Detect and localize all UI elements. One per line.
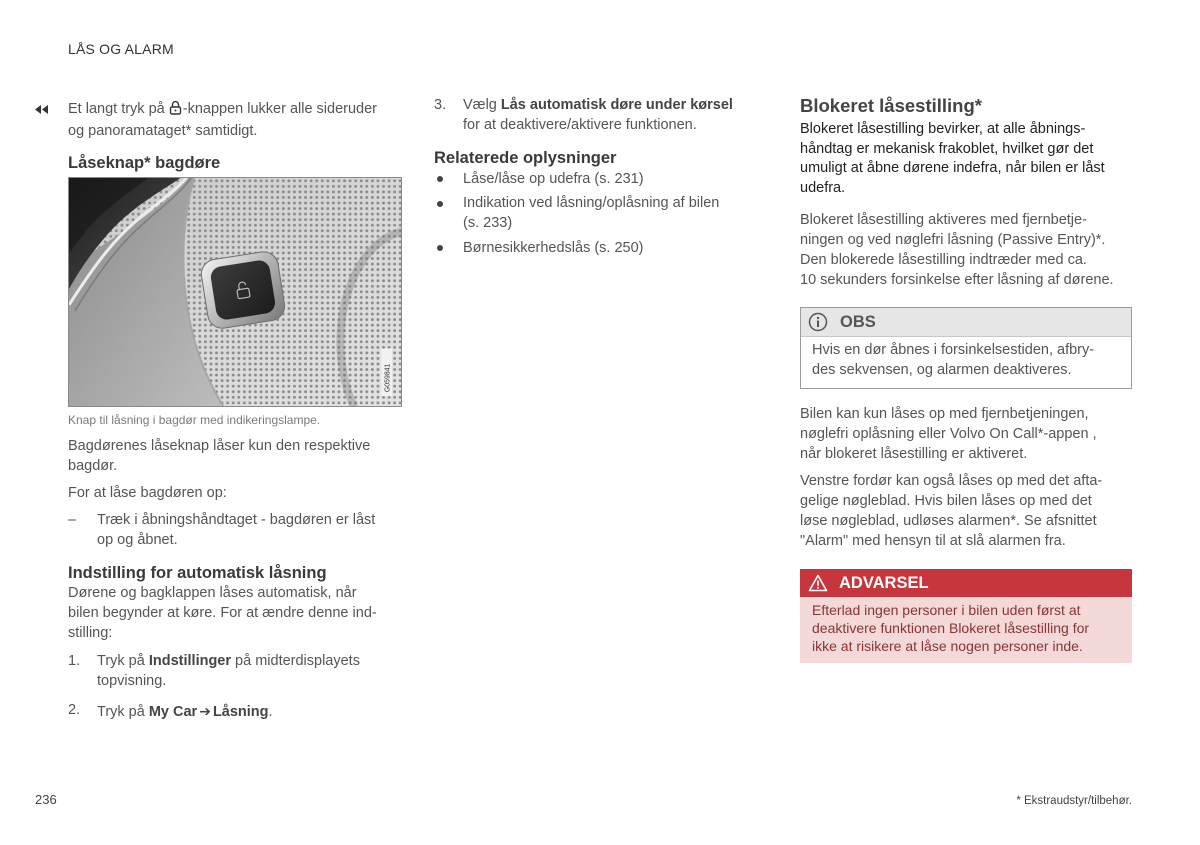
warning-title: ADVARSEL	[839, 574, 929, 592]
paragraph-line: Venstre fordør kan også låses op med det afta-	[800, 473, 1103, 489]
figure-caption: Knap til låsning i bagdør med indikeringslampe.	[68, 413, 321, 427]
step-text-before: Tryk på	[97, 704, 149, 720]
paragraph-line: "Alarm" med hensyn til at slå alarmen fra.	[800, 533, 1066, 549]
step-line: Træk i åbningshåndtaget - bagdøren er låst	[97, 512, 376, 528]
related-link-text[interactable]: Børnesikkerhedslås (s. 250)	[463, 240, 644, 256]
rear-button-heading: Låseknap* bagdøre	[68, 154, 221, 172]
step-text	[463, 95, 733, 135]
step-number: 3.	[434, 97, 447, 113]
step-line: topvisning.	[97, 673, 167, 689]
paragraph-line: løse nøgleblad, udløses alarmen*. Se afsnittet	[800, 513, 1097, 529]
note-box	[800, 307, 1132, 389]
warning-body	[812, 601, 1089, 655]
paragraph-line: Blokeret låsestilling aktiveres med fjernbetje-	[800, 212, 1087, 228]
step-dash: –	[68, 512, 77, 528]
auto-lock-step-2	[68, 700, 398, 724]
auto-lock-heading: Indstilling for automatisk låsning	[68, 564, 327, 582]
paragraph-line: nøglefri oplåsning eller Volvo On Call*-appen ,	[800, 426, 1097, 442]
step-number: 2.	[68, 702, 81, 718]
warning-box	[800, 569, 1132, 663]
step-line: op og åbnet.	[97, 532, 178, 548]
paragraph-line: Dørene og bagklappen låses automatisk, når	[68, 585, 357, 601]
paragraph-line: stilling:	[68, 625, 113, 641]
section-title: LÅS OG ALARM	[68, 41, 174, 57]
rear-door-lock-button-photo	[68, 177, 402, 407]
key-blade-paragraph	[800, 471, 1102, 551]
step-text-before: Vælg	[463, 97, 501, 113]
related-info-heading: Relaterede oplysninger	[434, 149, 617, 167]
step-text	[97, 702, 273, 722]
paragraph-line: bilen begynder at køre. For at ændre denne ind-	[68, 605, 377, 621]
related-link-text[interactable]	[463, 194, 719, 233]
related-link-line[interactable]: (s. 233)	[463, 214, 513, 231]
auto-lock-step-1	[68, 651, 398, 691]
paragraph-line: udefra.	[800, 179, 846, 196]
step-text	[97, 510, 375, 550]
deadlock-intro-paragraph	[800, 120, 1105, 198]
unlock-options-paragraph	[800, 404, 1097, 464]
paragraph-line: ningen og ved nøglefri låsning (Passive Entry)*.	[800, 232, 1106, 248]
intro-line-2: og panoramataget* samtidigt.	[68, 123, 258, 139]
paragraph-line: Bilen kan kun låses op med fjernbetjeningen,	[800, 406, 1089, 422]
step-line: for at deaktivere/aktivere funktionen.	[463, 117, 697, 133]
intro-text-before-icon: Et langt tryk på	[68, 101, 169, 117]
bullet-dot-icon	[437, 201, 443, 207]
note-title: OBS	[840, 313, 876, 331]
rear-button-paragraph-1	[68, 436, 370, 476]
deadlock-heading: Blokeret låsestilling*	[800, 95, 982, 116]
bullet-dot-icon	[437, 176, 443, 182]
step-text-before: Tryk på	[97, 653, 149, 669]
settings-menu-label: Indstillinger	[148, 653, 232, 669]
rear-button-paragraph-2: For at låse bagdøren op:	[68, 485, 227, 501]
intro-paragraph	[68, 99, 377, 141]
step-text-after: på midterdisplayets	[231, 653, 360, 669]
note-body	[812, 340, 1094, 380]
related-link-text[interactable]: Låse/låse op udefra (s. 231)	[463, 171, 644, 187]
related-link-3[interactable]	[434, 238, 764, 258]
note-header	[801, 308, 1131, 337]
arrow-right-icon: ➔	[199, 704, 211, 720]
paragraph-line: umuligt at åbne dørene indefra, når bilen er låst	[800, 160, 1105, 176]
paragraph-line: Den blokerede låsestilling indtræder med ca.	[800, 252, 1087, 268]
auto-lock-option-label: Lås automatisk døre under kørsel	[500, 97, 733, 113]
note-line: des sekvensen, og alarmen deaktiveres.	[812, 362, 1072, 378]
warning-header	[800, 569, 1132, 597]
related-link-2[interactable]	[434, 194, 764, 234]
paragraph-line: når blokeret låsestilling er aktiveret.	[800, 446, 1028, 462]
bullet-dot-icon	[437, 245, 443, 251]
warning-triangle-icon	[808, 574, 828, 597]
lock-icon	[169, 100, 182, 121]
step-text-after: .	[268, 704, 273, 720]
info-icon	[808, 312, 828, 337]
step-line	[97, 702, 273, 722]
paragraph-line: 10 sekunders forsinkelse efter låsning af dørene.	[800, 272, 1114, 288]
paragraph-line: bagdør.	[68, 458, 118, 474]
related-link-1[interactable]	[434, 169, 764, 189]
note-line: Hvis en dør åbnes i forsinkelsestiden, afbry-	[812, 342, 1095, 358]
intro-text-after-icon: -knappen lukker alle sideruder	[182, 101, 377, 117]
warning-line: ikke at risikere at låse nogen personer inde.	[812, 638, 1083, 654]
footnote: * Ekstraudstyr/tilbehør.	[1016, 795, 1132, 807]
double-triangle-left-icon	[35, 101, 49, 119]
warning-line: deaktivere funktionen Blokeret låsestilling for	[812, 620, 1090, 636]
step-number: 1.	[68, 653, 81, 669]
locking-menu-label: Låsning	[212, 704, 269, 720]
paragraph-line: Bagdørenes låseknap låser kun den respektive	[68, 438, 371, 454]
warning-line: Efterlad ingen personer i bilen uden først at	[812, 602, 1081, 618]
page-number: 236	[35, 792, 57, 807]
step-text	[97, 651, 360, 691]
image-id-label: G059841	[384, 363, 392, 393]
unlock-step	[68, 510, 398, 550]
step-line	[97, 651, 360, 671]
auto-lock-step-3	[434, 95, 764, 135]
related-link-line[interactable]: Indikation ved låsning/oplåsning af bilen	[463, 195, 720, 211]
paragraph-line: håndtag er mekanisk frakoblet, hvilket gør det	[800, 140, 1094, 157]
my-car-menu-label: My Car	[148, 704, 198, 720]
deadlock-activation-paragraph	[800, 210, 1114, 290]
paragraph-line: gelige nøgleblad. Hvis bilen låses op med det	[800, 493, 1092, 509]
step-line	[463, 95, 733, 115]
intro-line-1	[68, 99, 377, 121]
auto-lock-paragraph	[68, 583, 377, 643]
paragraph-line: Blokeret låsestilling bevirker, at alle åbnings-	[800, 121, 1086, 137]
